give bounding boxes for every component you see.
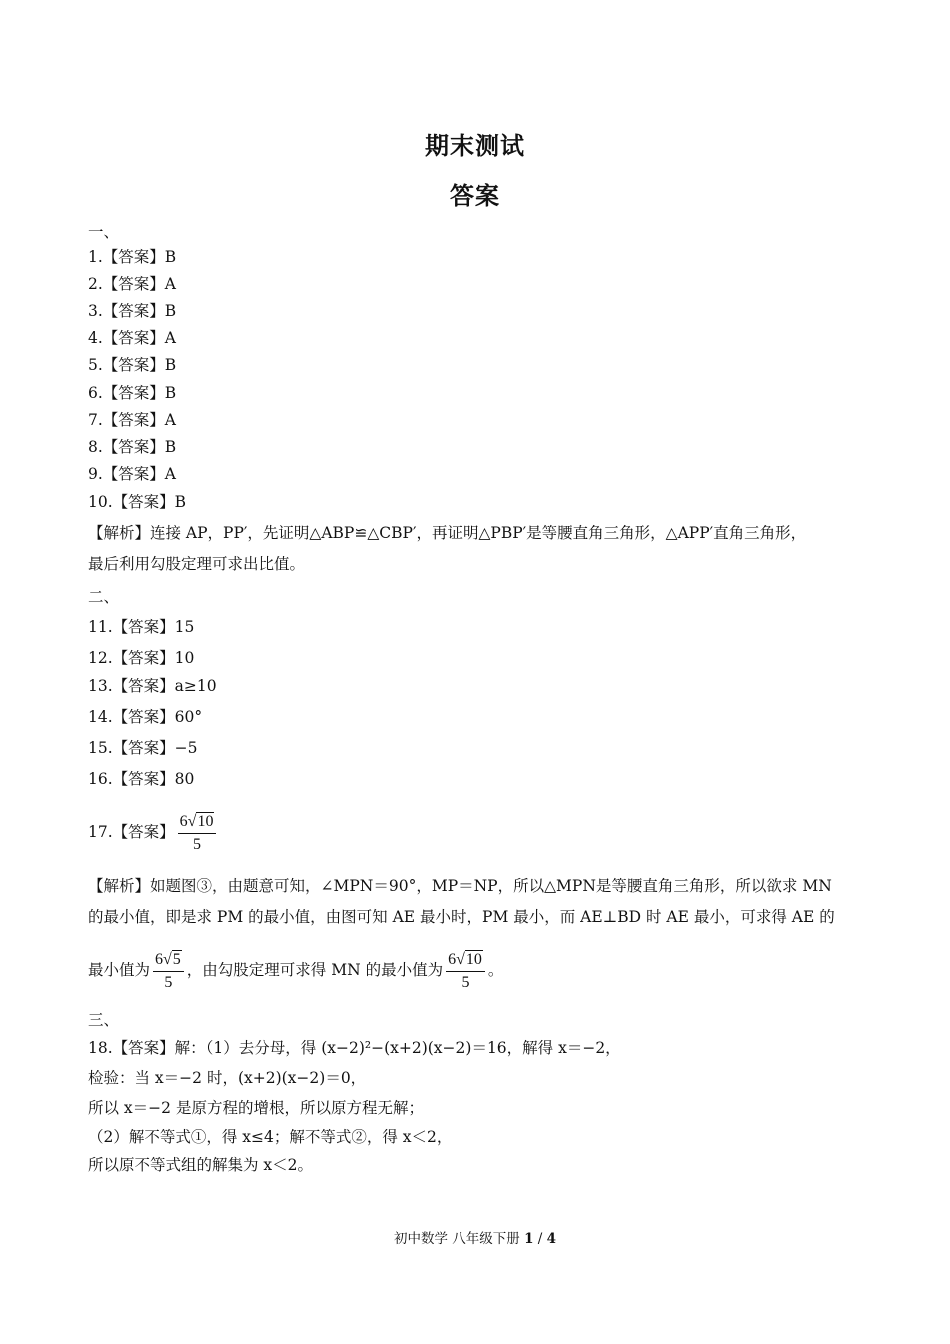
answer-10: 10.【答案】B	[88, 493, 187, 511]
fraction-1-coef: 6	[155, 950, 164, 968]
answer-18-line-4: （2）解不等式①，得 x≤4；解不等式②，得 x＜2，	[88, 1128, 453, 1146]
answer-4: 4.【答案】A	[88, 329, 176, 347]
answer-13: 13.【答案】a≥10	[88, 677, 217, 695]
answer-17	[88, 809, 219, 856]
answer-3: 3.【答案】B	[88, 302, 177, 320]
answer-16: 16.【答案】80	[88, 770, 195, 788]
answer-17-prefix: 17.【答案】	[88, 823, 175, 841]
answer-7: 7.【答案】A	[88, 411, 176, 429]
footer-text: 初中数学 八年级下册	[393, 1231, 520, 1247]
fraction-2-denominator: 5	[461, 973, 470, 991]
analysis-10-line-1: 【解析】连接 AP，PP′，先证明△ABP≌△CBP′，再证明△PBP′是等腰直角三角形，△APP′直角三角形，	[88, 524, 807, 542]
answer-18-line-2: 检验：当 x＝−2 时，(x+2)(x−2)＝0，	[88, 1069, 367, 1087]
answer-6: 6.【答案】B	[88, 384, 177, 402]
footer-separator: /	[537, 1231, 543, 1247]
fraction-1-denominator: 5	[164, 973, 173, 991]
fraction-2-coef: 6	[448, 950, 457, 968]
footer-page-total: 4	[546, 1231, 557, 1247]
section-heading-1: 一、	[88, 223, 120, 241]
analysis-17-fraction-2	[446, 949, 485, 994]
section-heading-2: 二、	[88, 588, 120, 606]
answer-9: 9.【答案】A	[88, 465, 176, 483]
footer-page-number: 1	[524, 1231, 534, 1247]
analysis-17-line-3-a: 最小值为	[88, 961, 151, 979]
page-title: 期末测试	[425, 132, 525, 160]
analysis-17-fraction-1	[153, 949, 184, 994]
answer-14: 14.【答案】60°	[88, 708, 203, 726]
answer-11: 11.【答案】15	[88, 618, 195, 636]
answer-18-line-5: 所以原不等式组的解集为 x＜2。	[88, 1156, 314, 1174]
analysis-17-line-3	[88, 947, 503, 994]
section-heading-3: 三、	[88, 1011, 120, 1029]
answer-18-line-3: 所以 x＝−2 是原方程的增根，所以原方程无解；	[88, 1099, 424, 1117]
page-footer	[0, 1227, 950, 1247]
answer-18-line-1: 18.【答案】解：（1）去分母，得 (x−2)²−(x+2)(x−2)＝16，解得 x＝−2，	[88, 1039, 621, 1057]
analysis-17-line-3-c: 。	[487, 961, 504, 979]
answer-17-radicand: 10	[197, 812, 214, 830]
analysis-10-line-2: 最后利用勾股定理可求出比值。	[88, 555, 306, 573]
answer-8: 8.【答案】B	[88, 438, 177, 456]
answer-17-fraction	[178, 811, 217, 856]
sqrt-icon: √	[456, 950, 465, 968]
answer-5: 5.【答案】B	[88, 356, 177, 374]
sqrt-icon: √	[187, 812, 197, 830]
analysis-17-line-1: 【解析】如题图③，由题意可知，∠MPN＝90°，MP＝NP，所以△MPN是等腰直角三角形，所以欲求 MN	[88, 877, 832, 895]
answer-17-coef: 6	[179, 812, 188, 830]
fraction-2-radicand: 10	[465, 950, 482, 968]
answer-1: 1.【答案】B	[88, 248, 177, 266]
answer-12: 12.【答案】10	[88, 649, 195, 667]
answer-2: 2.【答案】A	[88, 275, 176, 293]
answer-15: 15.【答案】−5	[88, 739, 198, 757]
sqrt-icon: √	[163, 950, 172, 968]
analysis-17-line-2: 的最小值，即是求 PM 的最小值，由图可知 AE 最小时，PM 最小，而 AE⊥BD 时 AE 最小，可求得 AE 的	[88, 908, 835, 926]
fraction-1-radicand: 5	[172, 950, 181, 968]
analysis-17-line-3-b: ，由勾股定理可求得 MN 的最小值为	[186, 961, 444, 979]
answer-17-denominator: 5	[193, 835, 202, 853]
page-subtitle: 答案	[450, 182, 500, 210]
